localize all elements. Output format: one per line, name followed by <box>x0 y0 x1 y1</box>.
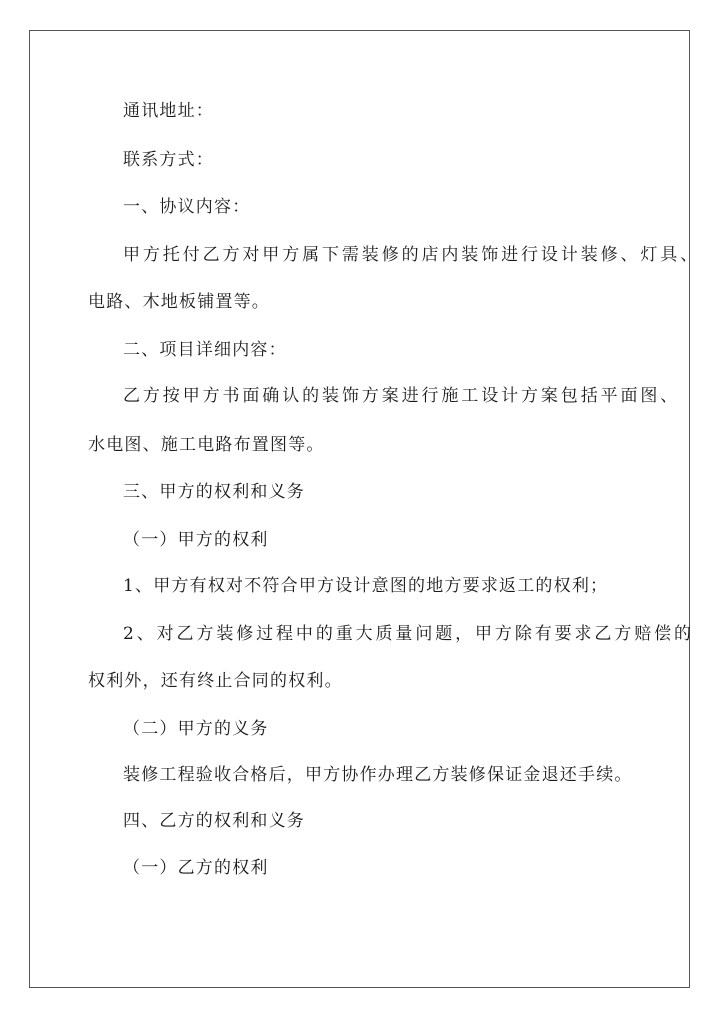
heading-party-b-rights-duties: 四、乙方的权利和义务 <box>123 811 305 831</box>
heading-party-a-rights-duties: 三、甲方的权利和义务 <box>123 482 305 502</box>
paragraph-line: 电路、木地板铺置等。 <box>88 292 270 312</box>
page-border <box>29 30 690 988</box>
text-line-contact: 联系方式： <box>123 150 214 170</box>
paragraph-line: 2、对乙方装修过程中的重大质量问题，甲方除有要求乙方赔偿的 <box>123 624 694 644</box>
subheading-party-b-rights: （一）乙方的权利 <box>123 858 269 878</box>
paragraph-line: 1、甲方有权对不符合甲方设计意图的地方要求返工的权利； <box>123 576 609 596</box>
subheading-party-a-duties: （二）甲方的义务 <box>123 719 269 739</box>
paragraph-line: 权利外，还有终止合同的权利。 <box>88 671 343 691</box>
paragraph-line: 装修工程验收合格后，甲方协作办理乙方装修保证金退还手续。 <box>123 765 633 785</box>
heading-agreement-content: 一、协议内容： <box>123 197 251 217</box>
paragraph-line: 乙方按甲方书面确认的装饰方案进行施工设计方案包括平面图、 <box>123 386 681 406</box>
text-line-address: 通讯地址： <box>123 101 214 121</box>
subheading-party-a-rights: （一）甲方的权利 <box>123 530 269 550</box>
paragraph-line: 水电图、施工电路布置图等。 <box>88 435 325 455</box>
paragraph-line: 甲方托付乙方对甲方属下需装修的店内装饰进行设计装修、灯具、 <box>123 245 701 265</box>
heading-project-details: 二、项目详细内容： <box>123 340 287 360</box>
